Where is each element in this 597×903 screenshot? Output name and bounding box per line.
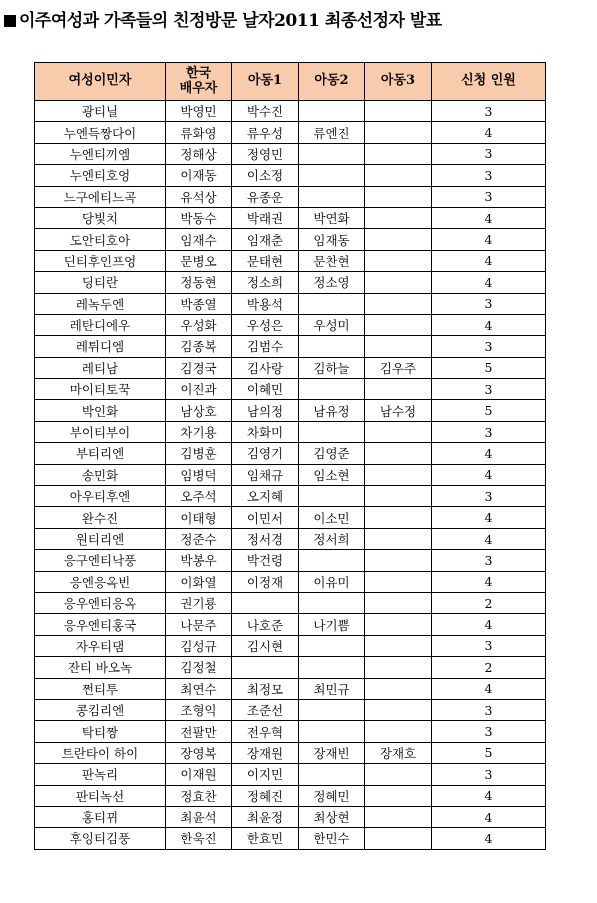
child1-cell: 김사랑	[232, 357, 299, 378]
child2-cell	[299, 592, 365, 613]
table-row	[35, 742, 546, 763]
child3-cell	[365, 614, 432, 635]
table-row	[35, 678, 546, 699]
korean-spouse-cell: 한욱진	[166, 828, 232, 849]
child3-cell	[365, 379, 432, 400]
table-row	[35, 336, 546, 357]
table-row	[35, 293, 546, 314]
korean-spouse-cell: 정준수	[166, 528, 232, 549]
child1-cell: 류우성	[232, 122, 299, 143]
child1-cell: 나호준	[232, 614, 299, 635]
korean-spouse-cell: 차기용	[166, 421, 232, 442]
table-row	[35, 528, 546, 549]
applicant-count-cell: 4	[432, 250, 546, 271]
korean-spouse-cell: 이화열	[166, 571, 232, 592]
child2-cell: 장재빈	[299, 742, 365, 763]
applicant-count-cell: 3	[432, 165, 546, 186]
child3-cell: 장재호	[365, 742, 432, 763]
child3-cell	[365, 635, 432, 656]
korean-spouse-cell: 문병오	[166, 250, 232, 271]
child1-cell: 정서경	[232, 528, 299, 549]
child1-cell: 이소정	[232, 165, 299, 186]
child3-cell	[365, 657, 432, 678]
child2-cell: 류엔진	[299, 122, 365, 143]
table-row	[35, 828, 546, 849]
child2-cell: 이유미	[299, 571, 365, 592]
child2-cell	[299, 186, 365, 207]
child3-cell: 김우주	[365, 357, 432, 378]
child1-cell: 오지혜	[232, 486, 299, 507]
child3-cell	[365, 101, 432, 122]
child2-cell	[299, 764, 365, 785]
child2-cell	[299, 550, 365, 571]
child1-cell: 이혜민	[232, 379, 299, 400]
applicant-count-cell: 4	[432, 507, 546, 528]
child1-cell: 김범수	[232, 336, 299, 357]
immigrant-woman-cell: 느구에티느곡	[35, 186, 166, 207]
child2-cell	[299, 165, 365, 186]
page-title-text: 이주여성과 가족들의 친정방문 날자2011 최종선정자 발표	[19, 11, 442, 31]
applicant-count-cell: 2	[432, 657, 546, 678]
applicant-count-cell: 4	[432, 207, 546, 228]
child2-cell: 박연화	[299, 207, 365, 228]
child3-cell	[365, 785, 432, 806]
applicant-count-cell: 5	[432, 742, 546, 763]
selection-table	[34, 62, 546, 850]
child1-cell: 정영민	[232, 143, 299, 164]
immigrant-woman-cell: 누엔득짱다이	[35, 122, 166, 143]
applicant-count-cell: 3	[432, 336, 546, 357]
immigrant-woman-cell: 트란타이 하이	[35, 742, 166, 763]
square-bullet-icon	[4, 15, 16, 27]
child3-cell	[365, 678, 432, 699]
immigrant-woman-cell: 아우티후엔	[35, 486, 166, 507]
table-row	[35, 357, 546, 378]
table-row	[35, 571, 546, 592]
child2-cell: 정서희	[299, 528, 365, 549]
child2-cell: 문찬현	[299, 250, 365, 271]
table-row	[35, 143, 546, 164]
applicant-count-cell: 4	[432, 571, 546, 592]
child3-cell	[365, 806, 432, 827]
child1-cell: 박래권	[232, 207, 299, 228]
table-row	[35, 657, 546, 678]
immigrant-woman-cell: 딘티후인프엉	[35, 250, 166, 271]
child2-cell: 나기쁨	[299, 614, 365, 635]
table-row	[35, 186, 546, 207]
immigrant-woman-cell: 도안티호아	[35, 229, 166, 250]
immigrant-woman-cell: 탁티짱	[35, 721, 166, 742]
child1-cell: 박용석	[232, 293, 299, 314]
applicant-count-cell: 4	[432, 272, 546, 293]
table-row	[35, 806, 546, 827]
applicant-count-cell: 3	[432, 635, 546, 656]
child3-cell	[365, 721, 432, 742]
table-row	[35, 592, 546, 613]
table-row	[35, 379, 546, 400]
child3-cell	[365, 571, 432, 592]
child1-cell: 김시현	[232, 635, 299, 656]
immigrant-woman-cell: 누엔티끼엠	[35, 143, 166, 164]
applicant-count-cell: 3	[432, 186, 546, 207]
child2-cell	[299, 143, 365, 164]
table-row	[35, 699, 546, 720]
table-row	[35, 421, 546, 442]
korean-spouse-cell: 임재수	[166, 229, 232, 250]
child3-cell	[365, 828, 432, 849]
child2-cell	[299, 486, 365, 507]
applicant-count-cell: 5	[432, 357, 546, 378]
immigrant-woman-cell: 응엔응옥빈	[35, 571, 166, 592]
child2-cell	[299, 699, 365, 720]
child3-cell	[365, 464, 432, 485]
korean-spouse-cell: 이태형	[166, 507, 232, 528]
table-row	[35, 400, 546, 421]
applicant-count-cell: 4	[432, 614, 546, 635]
table-body	[35, 101, 546, 850]
child1-cell: 문태현	[232, 250, 299, 271]
applicant-count-cell: 4	[432, 678, 546, 699]
child1-cell: 최정모	[232, 678, 299, 699]
applicant-count-cell: 3	[432, 486, 546, 507]
korean-spouse-cell: 정해상	[166, 143, 232, 164]
korean-spouse-cell: 권기룡	[166, 592, 232, 613]
applicant-count-cell: 3	[432, 764, 546, 785]
korean-spouse-cell: 최윤석	[166, 806, 232, 827]
child2-cell	[299, 421, 365, 442]
korean-spouse-cell: 박영민	[166, 101, 232, 122]
child3-cell	[365, 314, 432, 335]
korean-spouse-cell: 김경국	[166, 357, 232, 378]
child2-cell: 남유정	[299, 400, 365, 421]
korean-spouse-cell: 이진과	[166, 379, 232, 400]
applicant-count-cell: 4	[432, 528, 546, 549]
child1-cell: 유종운	[232, 186, 299, 207]
child1-cell: 전우혁	[232, 721, 299, 742]
applicant-count-cell: 4	[432, 314, 546, 335]
applicant-count-cell: 3	[432, 379, 546, 400]
child2-cell: 임재동	[299, 229, 365, 250]
child1-cell: 이민서	[232, 507, 299, 528]
applicant-count-cell: 4	[432, 806, 546, 827]
child3-cell	[365, 699, 432, 720]
table-row	[35, 635, 546, 656]
column-header-child1: 아동1	[232, 63, 299, 101]
table-row	[35, 122, 546, 143]
korean-spouse-cell: 오주석	[166, 486, 232, 507]
child3-cell	[365, 528, 432, 549]
table-row	[35, 721, 546, 742]
table-row	[35, 764, 546, 785]
immigrant-woman-cell: 콩킴리엔	[35, 699, 166, 720]
table-row	[35, 314, 546, 335]
applicant-count-cell: 2	[432, 592, 546, 613]
child2-cell	[299, 379, 365, 400]
applicant-count-cell: 3	[432, 699, 546, 720]
table-row	[35, 550, 546, 571]
korean-spouse-cell: 전팔만	[166, 721, 232, 742]
applicant-count-cell: 4	[432, 122, 546, 143]
korean-spouse-cell: 남상호	[166, 400, 232, 421]
child1-cell: 박건령	[232, 550, 299, 571]
korean-spouse-cell: 최연수	[166, 678, 232, 699]
immigrant-woman-cell: 자우티댐	[35, 635, 166, 656]
child1-cell: 정혜진	[232, 785, 299, 806]
immigrant-woman-cell: 부티리엔	[35, 443, 166, 464]
child3-cell	[365, 764, 432, 785]
header-row	[35, 63, 546, 101]
child1-cell: 차화미	[232, 421, 299, 442]
immigrant-woman-cell: 홍티뀌	[35, 806, 166, 827]
korean-spouse-cell: 유석상	[166, 186, 232, 207]
child1-cell: 장재원	[232, 742, 299, 763]
applicant-count-cell: 4	[432, 464, 546, 485]
korean-spouse-cell: 박봉우	[166, 550, 232, 571]
korean-spouse-cell: 김병훈	[166, 443, 232, 464]
child3-cell	[365, 336, 432, 357]
immigrant-woman-cell: 판녹리	[35, 764, 166, 785]
child1-cell: 남의정	[232, 400, 299, 421]
child2-cell: 이소민	[299, 507, 365, 528]
applicant-count-cell: 3	[432, 550, 546, 571]
korean-spouse-cell: 박종열	[166, 293, 232, 314]
korean-spouse-cell: 박동수	[166, 207, 232, 228]
immigrant-woman-cell: 레녹두엔	[35, 293, 166, 314]
child2-cell	[299, 657, 365, 678]
korean-spouse-cell: 김성규	[166, 635, 232, 656]
korean-spouse-cell: 김종복	[166, 336, 232, 357]
child2-cell: 정혜민	[299, 785, 365, 806]
child2-cell	[299, 721, 365, 742]
immigrant-woman-cell: 잔티 바오녹	[35, 657, 166, 678]
korean-spouse-cell: 정동현	[166, 272, 232, 293]
child3-cell	[365, 592, 432, 613]
child1-cell: 최윤정	[232, 806, 299, 827]
child1-cell	[232, 592, 299, 613]
child3-cell	[365, 443, 432, 464]
child3-cell	[365, 486, 432, 507]
table-row	[35, 250, 546, 271]
immigrant-woman-cell: 레탄디에우	[35, 314, 166, 335]
child2-cell: 최민규	[299, 678, 365, 699]
child3-cell	[365, 143, 432, 164]
child3-cell	[365, 250, 432, 271]
immigrant-woman-cell: 레티남	[35, 357, 166, 378]
korean-spouse-cell: 류화영	[166, 122, 232, 143]
immigrant-woman-cell: 송민화	[35, 464, 166, 485]
child2-cell: 우성미	[299, 314, 365, 335]
applicant-count-cell: 3	[432, 721, 546, 742]
table-row	[35, 272, 546, 293]
table-row	[35, 614, 546, 635]
immigrant-woman-cell: 응우엔티홍국	[35, 614, 166, 635]
child1-cell: 조준선	[232, 699, 299, 720]
child2-cell	[299, 293, 365, 314]
child3-cell	[365, 229, 432, 250]
child1-cell: 한효민	[232, 828, 299, 849]
immigrant-woman-cell: 당빛치	[35, 207, 166, 228]
column-header-korean-spouse	[166, 63, 232, 101]
child1-cell: 정소희	[232, 272, 299, 293]
child3-cell	[365, 122, 432, 143]
immigrant-woman-cell: 응우엔티응옥	[35, 592, 166, 613]
immigrant-woman-cell: 후잉티김풍	[35, 828, 166, 849]
immigrant-woman-cell: 마이티토꾹	[35, 379, 166, 400]
table-row	[35, 443, 546, 464]
child2-cell	[299, 101, 365, 122]
immigrant-woman-cell: 레튀디엠	[35, 336, 166, 357]
child3-cell	[365, 293, 432, 314]
applicant-count-cell: 4	[432, 443, 546, 464]
child3-cell	[365, 186, 432, 207]
column-header-child3: 아동3	[365, 63, 432, 101]
column-header-korean-spouse-text: 한국 배우자	[179, 65, 218, 96]
child1-cell	[232, 657, 299, 678]
child1-cell: 이지민	[232, 764, 299, 785]
korean-spouse-cell: 장영복	[166, 742, 232, 763]
table-row	[35, 101, 546, 122]
child2-cell	[299, 336, 365, 357]
applicant-count-cell: 5	[432, 400, 546, 421]
immigrant-woman-cell: 부이티부이	[35, 421, 166, 442]
table-row	[35, 165, 546, 186]
column-header-applicant-count: 신청 인원	[432, 63, 546, 101]
applicant-count-cell: 4	[432, 828, 546, 849]
child1-cell: 우성은	[232, 314, 299, 335]
applicant-count-cell: 4	[432, 785, 546, 806]
table-row	[35, 207, 546, 228]
immigrant-woman-cell: 완수진	[35, 507, 166, 528]
child3-cell	[365, 165, 432, 186]
child1-cell: 김영기	[232, 443, 299, 464]
applicant-count-cell: 3	[432, 143, 546, 164]
child2-cell: 임소현	[299, 464, 365, 485]
immigrant-woman-cell: 응구엔티낙풍	[35, 550, 166, 571]
applicant-count-cell: 3	[432, 293, 546, 314]
child1-cell: 박수진	[232, 101, 299, 122]
immigrant-woman-cell: 원티리엔	[35, 528, 166, 549]
applicant-count-cell: 3	[432, 101, 546, 122]
child1-cell: 이정재	[232, 571, 299, 592]
immigrant-woman-cell: 누엔티호엉	[35, 165, 166, 186]
column-header-child2: 아동2	[299, 63, 365, 101]
table-row	[35, 229, 546, 250]
immigrant-woman-cell: 쩐티투	[35, 678, 166, 699]
korean-spouse-cell: 조형익	[166, 699, 232, 720]
child2-cell: 최상현	[299, 806, 365, 827]
child2-cell: 김영준	[299, 443, 365, 464]
child1-cell: 임재춘	[232, 229, 299, 250]
child3-cell	[365, 507, 432, 528]
applicant-count-cell: 4	[432, 229, 546, 250]
korean-spouse-cell: 정효찬	[166, 785, 232, 806]
korean-spouse-cell: 우성화	[166, 314, 232, 335]
table-row	[35, 507, 546, 528]
table-row	[35, 486, 546, 507]
child3-cell	[365, 550, 432, 571]
immigrant-woman-cell: 박인화	[35, 400, 166, 421]
child2-cell: 정소영	[299, 272, 365, 293]
immigrant-woman-cell: 광티닐	[35, 101, 166, 122]
child3-cell	[365, 272, 432, 293]
child3-cell	[365, 207, 432, 228]
korean-spouse-cell: 임병덕	[166, 464, 232, 485]
korean-spouse-cell: 이재동	[166, 165, 232, 186]
child2-cell: 한민수	[299, 828, 365, 849]
korean-spouse-cell: 이재원	[166, 764, 232, 785]
page-title	[4, 6, 442, 31]
column-header-immigrant-woman: 여성이민자	[35, 63, 166, 101]
immigrant-woman-cell: 판티녹선	[35, 785, 166, 806]
applicant-count-cell: 3	[432, 421, 546, 442]
child3-cell	[365, 421, 432, 442]
immigrant-woman-cell: 딩티란	[35, 272, 166, 293]
korean-spouse-cell: 나문주	[166, 614, 232, 635]
child1-cell: 임채규	[232, 464, 299, 485]
korean-spouse-cell: 김정철	[166, 657, 232, 678]
table-row	[35, 464, 546, 485]
child3-cell: 남수정	[365, 400, 432, 421]
table-row	[35, 785, 546, 806]
child2-cell	[299, 635, 365, 656]
child2-cell: 김하늘	[299, 357, 365, 378]
table-header	[35, 63, 546, 101]
